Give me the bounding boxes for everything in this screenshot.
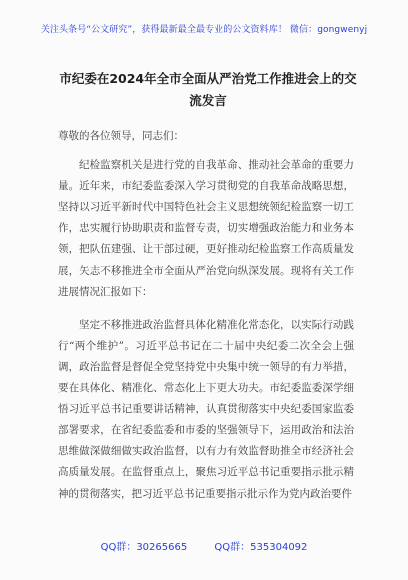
document-body xyxy=(58,126,354,517)
footer-contacts xyxy=(0,538,408,553)
document-title: 市纪委在2024年全市全面从严治党工作推进会上的交流发言 xyxy=(59,71,357,108)
paragraph-1: 纪检监察机关是进行党的自我革命、推动社会革命的重要力量。近年来，市纪委监委深入学习贯彻党的自我革命战略思想，坚持以习近平新时代中国特色社会主义思想统领纪检监察一切工作，忠实履行协助职责和监督专责，切实增强政治能力和业务本领，把队伍建强、让干部过硬，更好推动纪检监察工作高质量发展，矢志不移推进全市全面从严治党向纵深发展。现将有关工作进展情况汇报如下： xyxy=(58,159,354,298)
greeting: 尊敬的各位领导，同志们： xyxy=(58,130,184,142)
qq-group-1: QQ群：30265665 xyxy=(100,542,188,553)
promo-banner: 关注头条号“公文研究”，获得最新最全最专业的公文资料库！ 微信：gongwenyj xyxy=(40,25,368,35)
qq-group-2: QQ群：535304092 xyxy=(214,542,308,553)
paragraph-2: 坚定不移推进政治监督具体化精准化常态化，以实际行动践行“两个维护”。习近平总书记在二十届中央纪委二次全会上强调，政治监督是督促全党坚持党中央集中统一领导的有力举措，要在具体化、精准化、常态化上下更大功夫。市纪委监委深学细悟习近平总书记重要讲话精神，认真贯彻落实中央纪委国家监委部署要求，在省纪委监委和市委的坚强领导下，运用政治和法治思维做深做细做实政治监督，以有力有效监督助推全市经济社会高质量发展。在监督重点上，聚焦习近平总书记重要指示批示精神的贯彻落实，把习近平总书记重要指示批示作为党内政治要件 xyxy=(58,318,354,500)
